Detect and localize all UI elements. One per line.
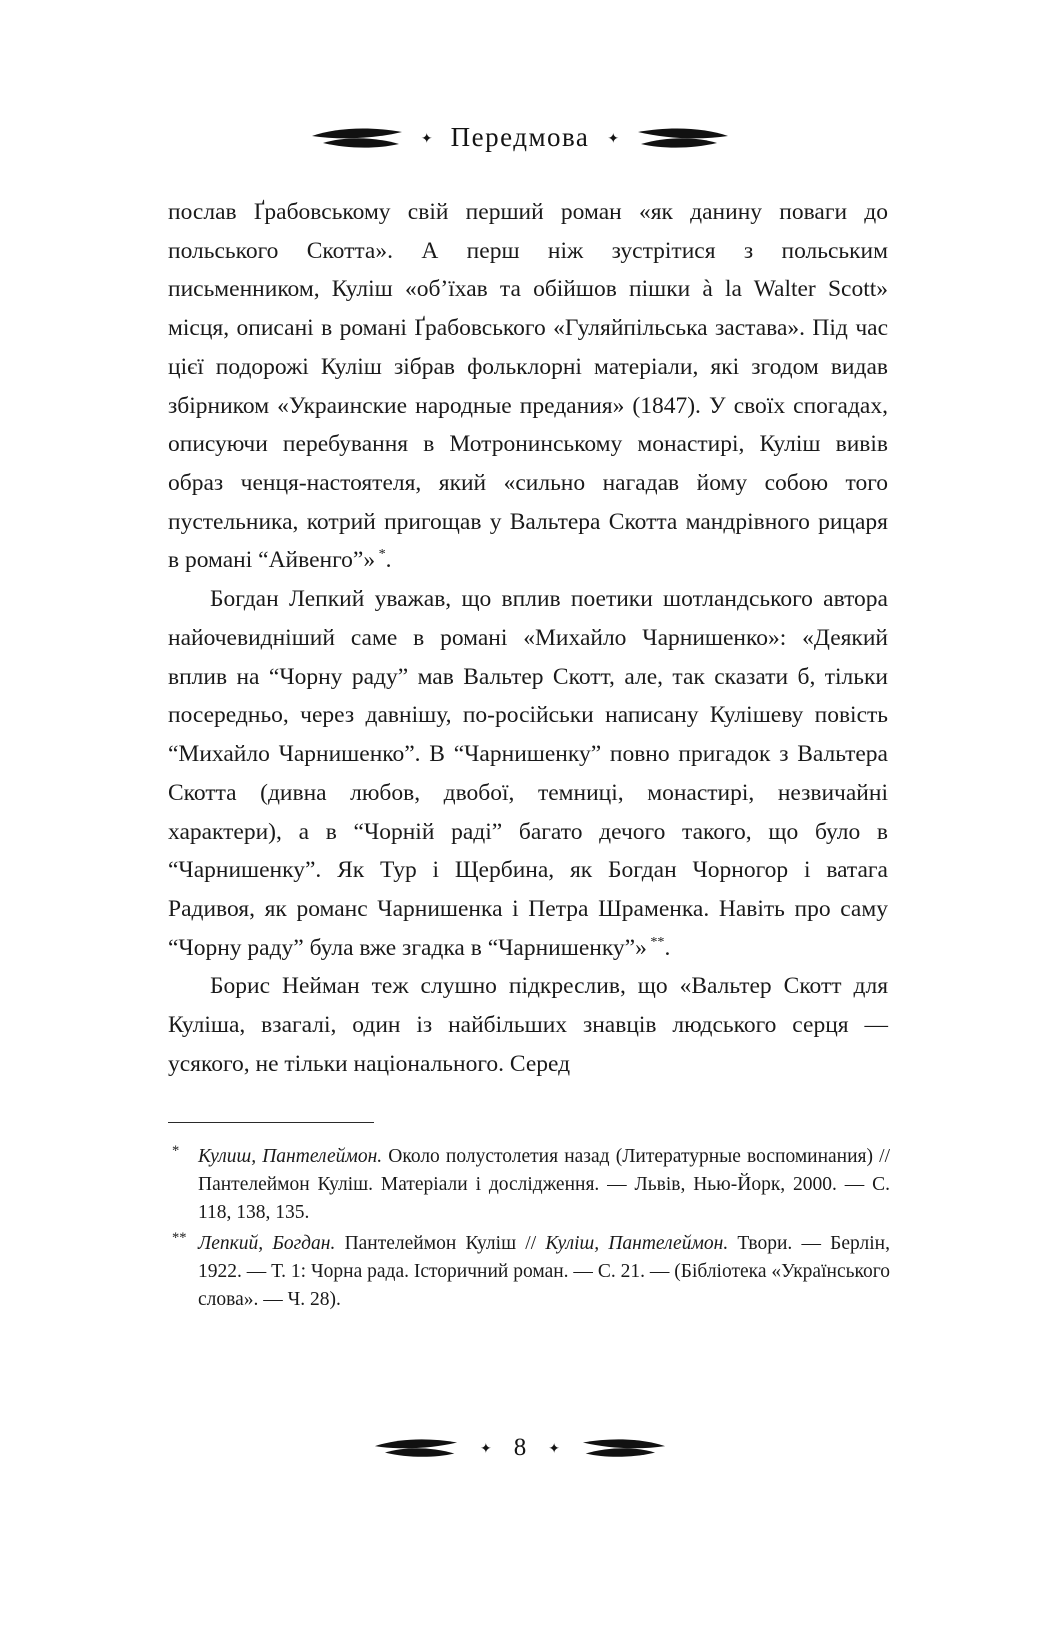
text-run: . xyxy=(385,547,392,574)
diamond-icon: ✦ xyxy=(607,130,620,147)
text-run: . xyxy=(664,934,671,961)
footnote-marker-ref: * xyxy=(375,546,386,563)
paragraph xyxy=(168,967,888,1083)
text-run: Твори. — Берлін, 1922. — Т. 1: Чорна рада. Історичний роман. — С. 21. — (Бібліотека «Українського слова». — Ч. 28). xyxy=(198,1232,890,1311)
diamond-icon: ✦ xyxy=(420,130,433,147)
diamond-icon: ✦ xyxy=(480,1441,492,1457)
text-run: Куліш, Пантелеймон. xyxy=(545,1232,729,1254)
paragraph xyxy=(168,580,888,967)
footnote-marker: * xyxy=(172,1142,180,1159)
text-run: послав Ґрабовському свій перший роман «як данину поваги до польського Скотта». А перш ніж зустрітися з польським письменником, Куліш «об’їхав та обійшов пішки à la Walter Scott» місця, описані в романі Ґрабовського «Гуляйпільська застава». Під час цієї подорожі Куліш зібрав фольклорні матеріали, які згодом видав збірником «Украинские народные предания» (1847). У своїх спогадах, описуючи перебування в Мотронинському монастирі, Куліш вивів образ ченця-настоятеля, який «сильно нагадав йому собою того пустельника, котрий пригощав у Вальтера Скотта мандрівного рицаря в романі “Айвенго”» xyxy=(168,199,888,574)
page-footer xyxy=(0,1434,1040,1462)
footnotes xyxy=(172,1143,890,1315)
chapter-title: Передмова xyxy=(450,122,590,152)
text-run: Кулиш, Пантелеймон. xyxy=(198,1145,383,1167)
leaf-ornament-left-icon xyxy=(374,1435,458,1461)
page-number: 8 xyxy=(513,1434,527,1461)
text-run: Богдан Лепкий уважав, що вплив поетики шотландського автора найочевидніший саме в романі «Михайло Чарнишенко»: «Деякий вплив на “Чорну раду” мав Вальтер Скотт, але, так сказати б, тільки посередньо, через давнішу, по-російськи написану Кулішеву повість “Михайло Чарнишенко”. В “Чарнишенку” повно пригадок з Вальтера Скотта (дивна любов, двобої, темниці, монастирі, незвичайні характери), а в “Чорній раді” багато дечого такого, що було в “Чарнишенку”. Як Тур і Щербина, як Богдан Чорногор і ватага Радивоя, як романс Чарнишенка і Петра Шраменка. Навіть про саму “Чорну раду” була вже згадка в “Чарнишенку”» xyxy=(168,586,888,961)
text-run: Лепкий, Богдан. xyxy=(198,1232,336,1254)
footnote xyxy=(172,1230,890,1315)
leaf-ornament-right-icon xyxy=(582,1435,666,1461)
text-run: Около полустолетия назад (Литературные воспоминания) // Пантелеймон Куліш. Матеріали і дослідження. — Львів, Нью-Йорк, 2000. — С. 118, 138, 135. xyxy=(198,1145,890,1224)
footnote-marker: ** xyxy=(172,1229,187,1246)
footnote-marker-ref: ** xyxy=(646,933,665,950)
diamond-icon: ✦ xyxy=(548,1441,560,1457)
paragraph xyxy=(168,193,888,580)
text-run: Пантелеймон Куліш // xyxy=(335,1232,546,1254)
leaf-ornament-right-icon xyxy=(637,125,729,151)
chapter-header xyxy=(0,0,1040,153)
text-run: Борис Нейман теж слушно підкреслив, що «Вальтер Скотт для Куліша, взагалі, один із найбільших знавців людського серця — усякого, не тільки національного. Серед xyxy=(168,973,888,1077)
footnote xyxy=(172,1143,890,1228)
footnote-rule xyxy=(168,1122,374,1123)
leaf-ornament-left-icon xyxy=(311,125,403,151)
body-text xyxy=(168,193,888,1084)
